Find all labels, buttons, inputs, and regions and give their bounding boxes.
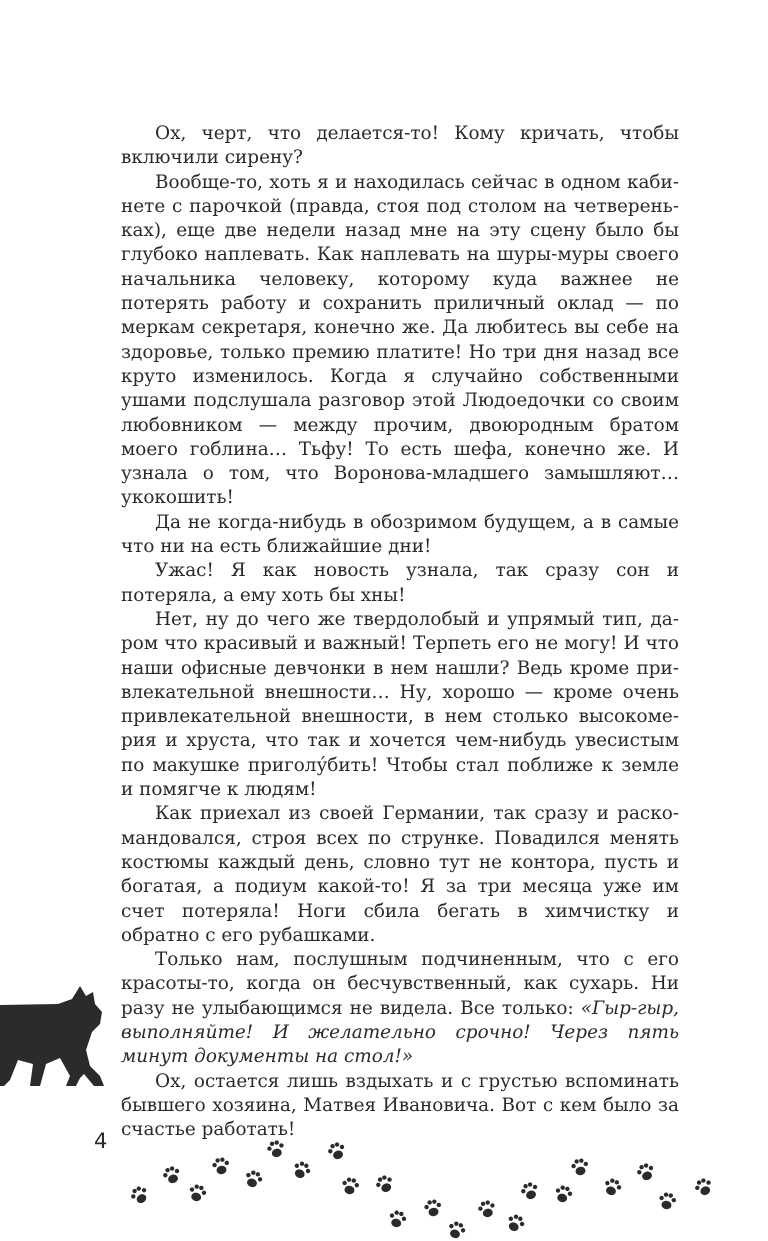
paragraph: Как приехал из своей Германии, так сразу и раскомандовался, строя всех по струнке. Повадился менять костюмы каждый день, словно тут не контора, пусть и богатая, а подиум какой-то! Я за три месяца уже им счет потеряла! Ноги сбила бегать в химчистку и обратно с его рубашками. (121, 803, 679, 946)
paragraph: Нет, ну до чего же твердолобый и упрямый тип, даром что красивый и важный! Терпеть его не могу! И что наши офисные девчонки в нем нашли? Ведь кроме привлекательной внешности… Ну, хорошо — кроме очень привлекательной внешности, в нем столько высокомерия и хруста, что так и хочется чем-нибудь увесистым по макушке приголу́бить! Чтобы стал поближе к земле и помягче к людям! (121, 608, 679, 801)
paragraph: Ужас! Я как новость узнала, так сразу сон и потеряла, а ему хоть бы хны! (121, 560, 679, 606)
paragraph: Ох, черт, что делается-то! Кому кричать, чтобы включили сирену? (121, 123, 679, 169)
paragraph (121, 948, 679, 1069)
paw-prints-icon (0, 1120, 768, 1241)
paragraph-text: Только нам, послушным подчиненным, что с его красоты-то, когда он бесчувственный, как сухарь. Ни разу не улыбающимся не видела. Все только: (121, 949, 679, 1019)
italic-quote: «Гыр-гыр, выполняйте! И желательно срочно! Через пять минут документы на стол!» (121, 997, 679, 1068)
cat-silhouette-icon (0, 980, 110, 1090)
paragraph: Вообще-то, хоть я и находилась сейчас в одном кабинете с парочкой (правда, стоя под столом на четвереньках), еще две недели назад мне на эту сцену было бы глубоко наплевать. Как наплевать на шуры-муры своего начальника человеку, которому куда важнее не потерять работу и сохранить приличный оклад — по меркам секретаря, конечно же. Да любитесь вы себе на здоровье, только премию платите! Но три дня назад все круто изменилось. Когда я случайно собственными ушами подслушала разговор этой Людоедочки со своим любовником — между прочим, двоюродным братом моего гоблина… Тьфу! То есть шефа, конечно же. И узнала о том, что Воронова-младшего замышляют… укокошить! (121, 171, 679, 509)
body-text (121, 122, 679, 1142)
paragraph: Ох, остается лишь вздыхать и с грустью вспоминать бывшего хозяина, Матвея Ивановича. Вот с кем было за счастье работать! (121, 1070, 679, 1141)
paragraph: Да не когда-нибудь в обозримом будущем, а в самые что ни на есть ближайшие дни! (121, 511, 679, 558)
page-number: 4 (94, 1129, 108, 1153)
